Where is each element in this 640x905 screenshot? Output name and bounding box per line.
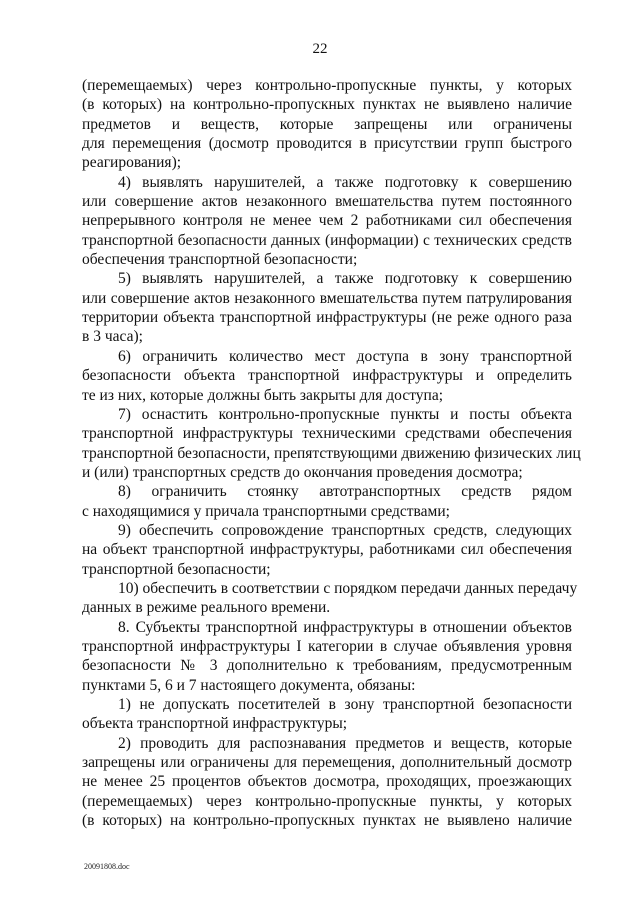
text-line: транспортной инфраструктуры I категории в случае объявления уровня [82, 637, 572, 655]
text-line: транспортной безопасности; [82, 560, 271, 578]
text-line: 8) ограничить стоянку автотранспортных средств рядом [118, 483, 572, 501]
text-line: те из них, которые должны быть закрыты для доступа; [82, 386, 444, 404]
text-line: транспортной безопасности данных (информации) с технических средств [82, 231, 572, 249]
text-line: 6) ограничить количество мест доступа в зону транспортной [118, 347, 572, 365]
text-line: 9) обеспечить сопровождение транспортных средств, следующих [118, 521, 572, 539]
text-line: 8. Субъекты транспортной инфраструктуры в отношении объектов [118, 618, 572, 636]
text-line: безопасности объекта транспортной инфраструктуры и определить [82, 367, 572, 385]
page-number: 22 [312, 41, 328, 57]
text-line: 1) не допускать посетителей в зону транспортной безопасности [118, 696, 572, 713]
text-line: непрерывного контроля не менее чем 2 работниками сил обеспечения [82, 212, 572, 230]
text-line: с находящимися у причала транспортными средствами; [82, 502, 450, 520]
file-name-footer: 20091808.doc [84, 862, 130, 871]
text-line: предметов и веществ, которые запрещены или ограничены [82, 115, 572, 133]
text-line: или совершение актов незаконного вмешательства путем постоянного [82, 193, 572, 211]
text-line: запрещены или ограничены для перемещения, дополнительный досмотр [82, 754, 572, 772]
text-line: (перемещаемых) через контрольно-пропускные пункты, у которых [82, 77, 572, 94]
text-line: 10) обеспечить в соответствии с порядком передачи данных передачу [118, 579, 578, 597]
text-line: не менее 25 процентов объектов досмотра, проходящих, проезжающих [82, 773, 572, 791]
text-line: обеспечения транспортной безопасности; [82, 251, 358, 269]
text-line: 5) выявлять нарушителей, а также подготовку к совершению [118, 270, 572, 288]
text-line: (в которых) на контрольно-пропускных пунктах не выявлено наличие [82, 96, 572, 114]
text-line: 4) выявлять нарушителей, а также подготовку к совершению [118, 173, 572, 191]
text-line: транспортной инфраструктуры техническими средствами обеспечения [82, 425, 572, 443]
text-line: или совершение актов незаконного вмешательства путем патрулирования [82, 289, 572, 307]
text-line: в 3 часа); [82, 328, 143, 346]
text-line: 2) проводить для распознавания предметов и веществ, которые [118, 734, 572, 752]
text-line: 7) оснастить контрольно-пропускные пункты и посты объекта [118, 405, 572, 423]
text-line: данных в режиме реального времени. [82, 599, 331, 617]
text-line: реагирования); [82, 154, 182, 172]
text-line: объекта транспортной инфраструктуры; [82, 715, 348, 733]
text-line: и (или) транспортных средств до окончания проведения досмотра; [82, 463, 523, 481]
document-body [82, 76, 581, 830]
text-line: безопасности № 3 дополнительно к требованиям, предусмотренным [82, 657, 572, 675]
text-line: (перемещаемых) через контрольно-пропускные пункты, у которых [82, 792, 572, 810]
text-line: для перемещения (досмотр проводится в присутствии групп быстрого [82, 135, 572, 153]
text-line: пунктами 5, 6 и 7 настоящего документа, обязаны: [82, 676, 416, 694]
text-line: на объект транспортной инфраструктуры, работниками сил обеспечения [82, 541, 572, 559]
text-line: территории объекта транспортной инфраструктуры (не реже одного раза [82, 309, 572, 327]
text-line: (в которых) на контрольно-пропускных пунктах не выявлено наличие [82, 812, 572, 830]
text-line: транспортной безопасности, препятствующими движению физических лиц [82, 444, 581, 462]
